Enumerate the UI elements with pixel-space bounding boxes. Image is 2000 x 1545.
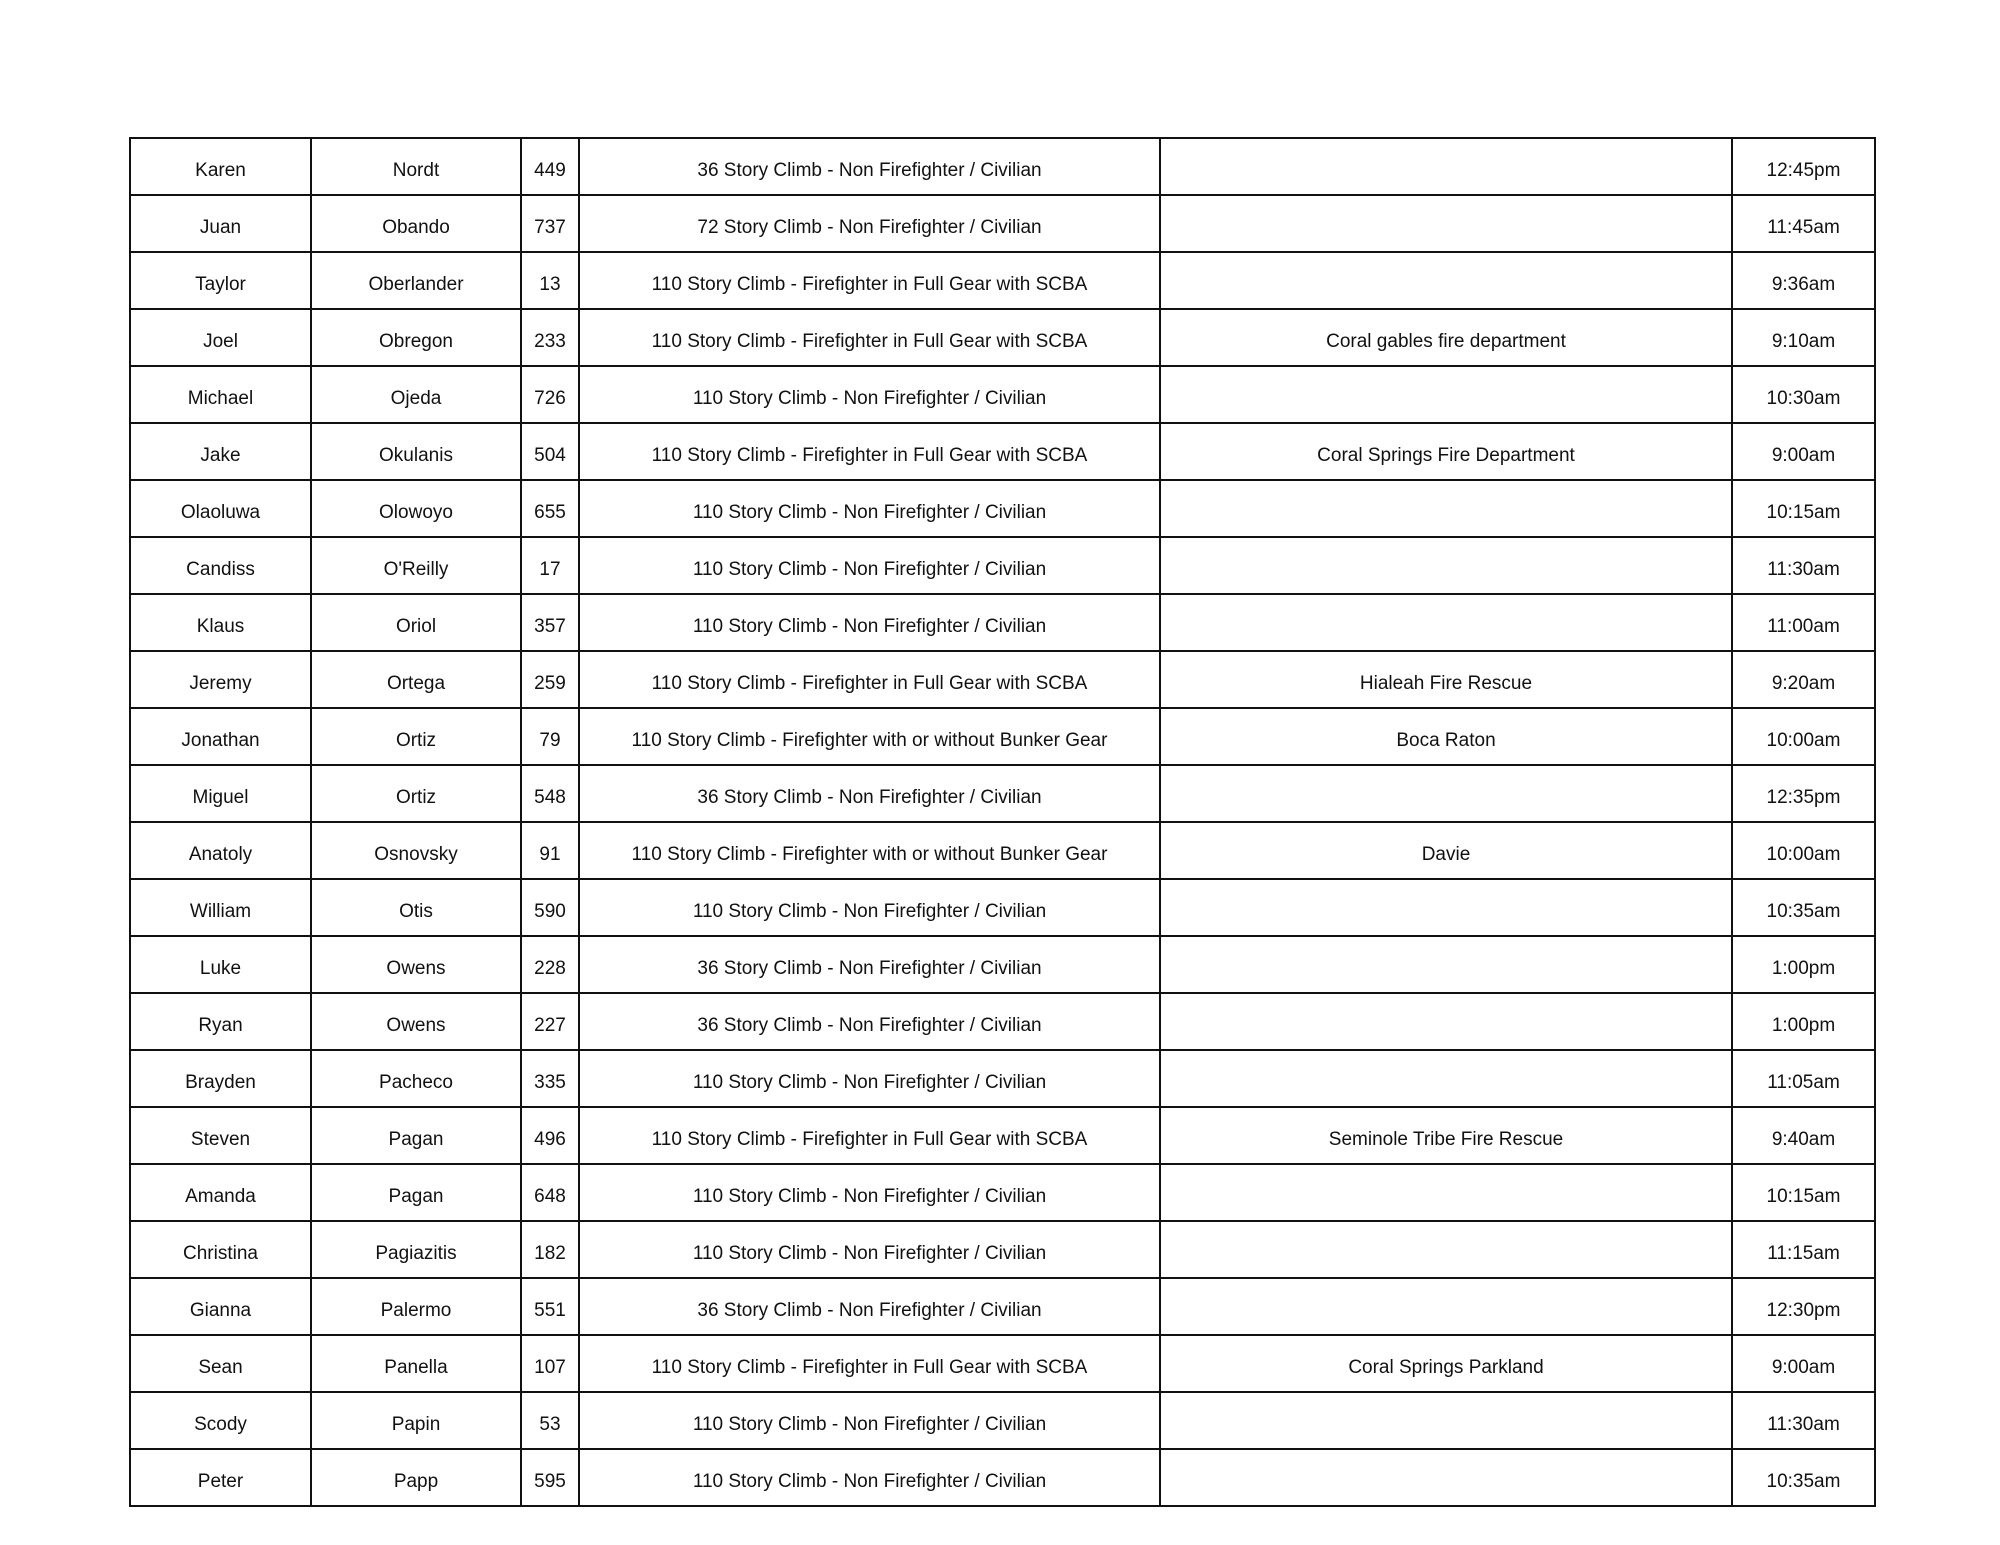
- last-name-cell: Pagiazitis: [311, 1221, 521, 1278]
- event-cell: 110 Story Climb - Non Firefighter / Civilian: [579, 879, 1160, 936]
- last-name-cell: Ortiz: [311, 708, 521, 765]
- table-row: [130, 993, 1875, 1050]
- first-name-cell: Jeremy: [130, 651, 311, 708]
- department-cell: [1160, 1164, 1732, 1221]
- table-row: [130, 138, 1875, 195]
- department-cell: [1160, 480, 1732, 537]
- table-row: [130, 195, 1875, 252]
- first-name-cell: Juan: [130, 195, 311, 252]
- first-name-cell: Scody: [130, 1392, 311, 1449]
- event-cell: 110 Story Climb - Non Firefighter / Civilian: [579, 1449, 1160, 1506]
- last-name-cell: Owens: [311, 936, 521, 993]
- event-cell: 36 Story Climb - Non Firefighter / Civilian: [579, 1278, 1160, 1335]
- start-time-cell: 10:15am: [1732, 480, 1875, 537]
- first-name-cell: Peter: [130, 1449, 311, 1506]
- department-cell: [1160, 1278, 1732, 1335]
- department-cell: [1160, 195, 1732, 252]
- event-cell: 110 Story Climb - Non Firefighter / Civilian: [579, 366, 1160, 423]
- department-cell: [1160, 936, 1732, 993]
- last-name-cell: Osnovsky: [311, 822, 521, 879]
- bib-number-cell: 227: [521, 993, 579, 1050]
- last-name-cell: Papp: [311, 1449, 521, 1506]
- start-time-cell: 1:00pm: [1732, 936, 1875, 993]
- table-row: [130, 537, 1875, 594]
- department-cell: [1160, 993, 1732, 1050]
- last-name-cell: Obregon: [311, 309, 521, 366]
- bib-number-cell: 13: [521, 252, 579, 309]
- table-row: [130, 822, 1875, 879]
- start-time-cell: 9:10am: [1732, 309, 1875, 366]
- start-time-cell: 10:35am: [1732, 879, 1875, 936]
- start-time-cell: 9:36am: [1732, 252, 1875, 309]
- table-row: [130, 1107, 1875, 1164]
- start-time-cell: 10:00am: [1732, 708, 1875, 765]
- department-cell: Boca Raton: [1160, 708, 1732, 765]
- start-time-cell: 9:40am: [1732, 1107, 1875, 1164]
- bib-number-cell: 53: [521, 1392, 579, 1449]
- table-row: [130, 765, 1875, 822]
- bib-number-cell: 504: [521, 423, 579, 480]
- start-time-cell: 11:00am: [1732, 594, 1875, 651]
- event-cell: 110 Story Climb - Non Firefighter / Civilian: [579, 594, 1160, 651]
- last-name-cell: Palermo: [311, 1278, 521, 1335]
- event-cell: 110 Story Climb - Firefighter in Full Gear with SCBA: [579, 1107, 1160, 1164]
- table-row: [130, 1392, 1875, 1449]
- event-cell: 36 Story Climb - Non Firefighter / Civilian: [579, 993, 1160, 1050]
- last-name-cell: Owens: [311, 993, 521, 1050]
- participant-table-body: [130, 138, 1875, 1506]
- start-time-cell: 1:00pm: [1732, 993, 1875, 1050]
- department-cell: [1160, 1050, 1732, 1107]
- last-name-cell: Pacheco: [311, 1050, 521, 1107]
- last-name-cell: Ortega: [311, 651, 521, 708]
- start-time-cell: 10:35am: [1732, 1449, 1875, 1506]
- bib-number-cell: 496: [521, 1107, 579, 1164]
- first-name-cell: Luke: [130, 936, 311, 993]
- department-cell: [1160, 879, 1732, 936]
- department-cell: [1160, 1221, 1732, 1278]
- start-time-cell: 10:15am: [1732, 1164, 1875, 1221]
- department-cell: Seminole Tribe Fire Rescue: [1160, 1107, 1732, 1164]
- table-row: [130, 1335, 1875, 1392]
- bib-number-cell: 233: [521, 309, 579, 366]
- first-name-cell: Candiss: [130, 537, 311, 594]
- start-time-cell: 11:30am: [1732, 537, 1875, 594]
- table-row: [130, 936, 1875, 993]
- start-time-cell: 10:30am: [1732, 366, 1875, 423]
- start-time-cell: 11:15am: [1732, 1221, 1875, 1278]
- last-name-cell: Pagan: [311, 1164, 521, 1221]
- table-row: [130, 708, 1875, 765]
- event-cell: 110 Story Climb - Firefighter in Full Gear with SCBA: [579, 651, 1160, 708]
- bib-number-cell: 648: [521, 1164, 579, 1221]
- bib-number-cell: 726: [521, 366, 579, 423]
- table-row: [130, 252, 1875, 309]
- first-name-cell: Joel: [130, 309, 311, 366]
- first-name-cell: Jonathan: [130, 708, 311, 765]
- start-time-cell: 12:30pm: [1732, 1278, 1875, 1335]
- bib-number-cell: 17: [521, 537, 579, 594]
- table-row: [130, 309, 1875, 366]
- table-row: [130, 1278, 1875, 1335]
- bib-number-cell: 91: [521, 822, 579, 879]
- department-cell: [1160, 366, 1732, 423]
- first-name-cell: Brayden: [130, 1050, 311, 1107]
- department-cell: [1160, 138, 1732, 195]
- first-name-cell: Taylor: [130, 252, 311, 309]
- start-time-cell: 11:30am: [1732, 1392, 1875, 1449]
- last-name-cell: O'Reilly: [311, 537, 521, 594]
- table-row: [130, 594, 1875, 651]
- last-name-cell: Pagan: [311, 1107, 521, 1164]
- event-cell: 110 Story Climb - Firefighter in Full Gear with SCBA: [579, 252, 1160, 309]
- bib-number-cell: 737: [521, 195, 579, 252]
- event-cell: 110 Story Climb - Non Firefighter / Civilian: [579, 1164, 1160, 1221]
- department-cell: [1160, 537, 1732, 594]
- first-name-cell: Karen: [130, 138, 311, 195]
- table-row: [130, 366, 1875, 423]
- bib-number-cell: 228: [521, 936, 579, 993]
- department-cell: Davie: [1160, 822, 1732, 879]
- department-cell: Coral Springs Fire Department: [1160, 423, 1732, 480]
- event-cell: 110 Story Climb - Non Firefighter / Civilian: [579, 1392, 1160, 1449]
- table-row: [130, 480, 1875, 537]
- event-cell: 36 Story Climb - Non Firefighter / Civilian: [579, 936, 1160, 993]
- bib-number-cell: 335: [521, 1050, 579, 1107]
- last-name-cell: Obando: [311, 195, 521, 252]
- event-cell: 36 Story Climb - Non Firefighter / Civilian: [579, 138, 1160, 195]
- table-row: [130, 1164, 1875, 1221]
- bib-number-cell: 79: [521, 708, 579, 765]
- bib-number-cell: 107: [521, 1335, 579, 1392]
- first-name-cell: Steven: [130, 1107, 311, 1164]
- event-cell: 110 Story Climb - Non Firefighter / Civilian: [579, 537, 1160, 594]
- last-name-cell: Oriol: [311, 594, 521, 651]
- event-cell: 110 Story Climb - Firefighter in Full Gear with SCBA: [579, 309, 1160, 366]
- first-name-cell: Michael: [130, 366, 311, 423]
- event-cell: 36 Story Climb - Non Firefighter / Civilian: [579, 765, 1160, 822]
- start-time-cell: 9:00am: [1732, 1335, 1875, 1392]
- last-name-cell: Oberlander: [311, 252, 521, 309]
- start-time-cell: 11:45am: [1732, 195, 1875, 252]
- first-name-cell: Amanda: [130, 1164, 311, 1221]
- first-name-cell: Christina: [130, 1221, 311, 1278]
- table-row: [130, 423, 1875, 480]
- bib-number-cell: 548: [521, 765, 579, 822]
- last-name-cell: Ortiz: [311, 765, 521, 822]
- department-cell: Coral Springs Parkland: [1160, 1335, 1732, 1392]
- event-cell: 110 Story Climb - Firefighter in Full Gear with SCBA: [579, 423, 1160, 480]
- department-cell: [1160, 1449, 1732, 1506]
- last-name-cell: Okulanis: [311, 423, 521, 480]
- department-cell: [1160, 252, 1732, 309]
- first-name-cell: Jake: [130, 423, 311, 480]
- department-cell: [1160, 765, 1732, 822]
- event-cell: 110 Story Climb - Non Firefighter / Civilian: [579, 1050, 1160, 1107]
- start-time-cell: 10:00am: [1732, 822, 1875, 879]
- start-time-cell: 11:05am: [1732, 1050, 1875, 1107]
- bib-number-cell: 595: [521, 1449, 579, 1506]
- bib-number-cell: 182: [521, 1221, 579, 1278]
- bib-number-cell: 590: [521, 879, 579, 936]
- department-cell: [1160, 594, 1732, 651]
- table-row: [130, 1221, 1875, 1278]
- first-name-cell: Anatoly: [130, 822, 311, 879]
- table-row: [130, 879, 1875, 936]
- start-time-cell: 12:35pm: [1732, 765, 1875, 822]
- department-cell: [1160, 1392, 1732, 1449]
- participant-table: [129, 137, 1876, 1507]
- last-name-cell: Panella: [311, 1335, 521, 1392]
- last-name-cell: Otis: [311, 879, 521, 936]
- event-cell: 72 Story Climb - Non Firefighter / Civilian: [579, 195, 1160, 252]
- bib-number-cell: 357: [521, 594, 579, 651]
- first-name-cell: Ryan: [130, 993, 311, 1050]
- first-name-cell: Olaoluwa: [130, 480, 311, 537]
- event-cell: 110 Story Climb - Firefighter with or without Bunker Gear: [579, 822, 1160, 879]
- start-time-cell: 9:00am: [1732, 423, 1875, 480]
- last-name-cell: Ojeda: [311, 366, 521, 423]
- last-name-cell: Nordt: [311, 138, 521, 195]
- table-row: [130, 1050, 1875, 1107]
- last-name-cell: Papin: [311, 1392, 521, 1449]
- event-cell: 110 Story Climb - Firefighter in Full Gear with SCBA: [579, 1335, 1160, 1392]
- first-name-cell: Klaus: [130, 594, 311, 651]
- start-time-cell: 9:20am: [1732, 651, 1875, 708]
- table-row: [130, 651, 1875, 708]
- event-cell: 110 Story Climb - Non Firefighter / Civilian: [579, 1221, 1160, 1278]
- table-row: [130, 1449, 1875, 1506]
- first-name-cell: Gianna: [130, 1278, 311, 1335]
- last-name-cell: Olowoyo: [311, 480, 521, 537]
- bib-number-cell: 551: [521, 1278, 579, 1335]
- department-cell: Hialeah Fire Rescue: [1160, 651, 1732, 708]
- bib-number-cell: 449: [521, 138, 579, 195]
- bib-number-cell: 655: [521, 480, 579, 537]
- event-cell: 110 Story Climb - Non Firefighter / Civilian: [579, 480, 1160, 537]
- event-cell: 110 Story Climb - Firefighter with or without Bunker Gear: [579, 708, 1160, 765]
- department-cell: Coral gables fire department: [1160, 309, 1732, 366]
- start-time-cell: 12:45pm: [1732, 138, 1875, 195]
- bib-number-cell: 259: [521, 651, 579, 708]
- first-name-cell: William: [130, 879, 311, 936]
- first-name-cell: Sean: [130, 1335, 311, 1392]
- first-name-cell: Miguel: [130, 765, 311, 822]
